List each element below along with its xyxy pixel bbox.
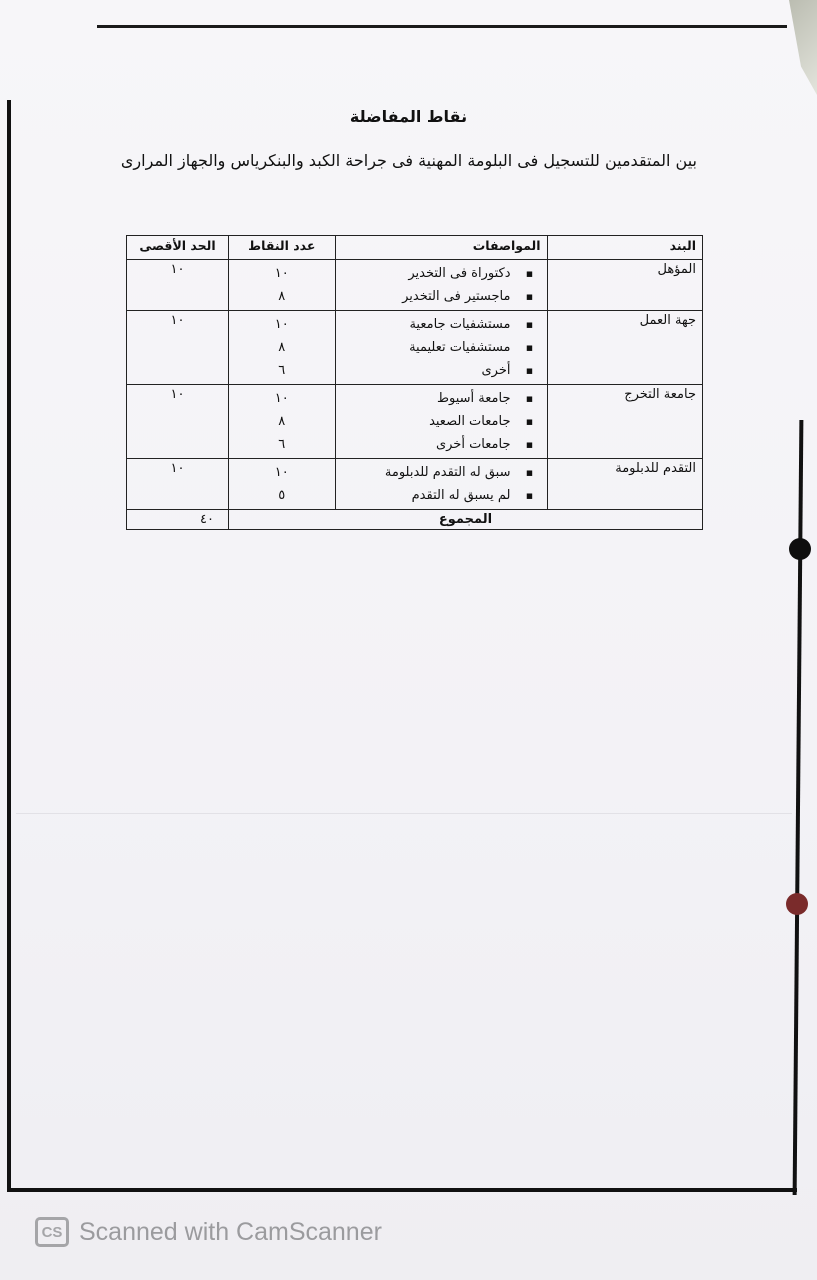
punch-hole-top: [789, 538, 811, 560]
row-item: جهة العمل: [547, 311, 703, 385]
points-value: ١٠: [274, 391, 289, 406]
table-header-row: [127, 236, 703, 260]
watermark-text: Scanned with CamScanner: [79, 1217, 382, 1246]
camscanner-logo-icon: CS: [35, 1217, 69, 1247]
row-max: ١٠: [127, 260, 229, 311]
points-value: ١٠: [274, 266, 289, 281]
page-corner-fold: [777, 0, 817, 95]
points-value: ٨: [278, 289, 286, 304]
spec-item: ▪ مستشفيات جامعية: [342, 313, 541, 336]
top-border-line: [97, 25, 787, 28]
paper-fold-line: [16, 813, 792, 814]
points-value: ١٠: [274, 465, 289, 480]
row-max: ١٠: [127, 385, 229, 459]
row-points: [228, 260, 335, 311]
punch-hole-bottom: [786, 893, 808, 915]
row-points: [228, 385, 335, 459]
spec-item: ▪ جامعة أسيوط: [342, 387, 541, 410]
spec-item: ▪ لم يسبق له التقدم: [342, 484, 541, 507]
header-max: الحد الأقصى: [127, 236, 229, 260]
table-row: [127, 385, 703, 459]
spec-item: ▪ ماجستير فى التخدير: [342, 285, 541, 308]
total-label: المجموع: [228, 510, 702, 530]
left-border-line: [7, 100, 11, 1190]
row-specs: [335, 385, 547, 459]
row-points: [228, 311, 335, 385]
row-points: [228, 459, 335, 510]
bottom-border-line: [7, 1188, 797, 1192]
document-subtitle: بين المتقدمين للتسجيل فى البلومة المهنية فى جراحة الكبد والبنكرياس والجهاز المرارى: [120, 151, 697, 170]
points-value: ١٠: [274, 317, 289, 332]
points-value: ٦: [278, 437, 286, 452]
table-row: [127, 260, 703, 311]
spec-item: ▪ جامعات أخرى: [342, 433, 541, 456]
spec-item: ▪ مستشفيات تعليمية: [342, 336, 541, 359]
total-value: ٤٠: [127, 510, 229, 530]
spec-item: ▪ سبق له التقدم للدبلومة: [342, 461, 541, 484]
spec-item: ▪ جامعات الصعيد: [342, 410, 541, 433]
right-border-line: [793, 420, 804, 1195]
table-row: [127, 311, 703, 385]
spec-item: ▪ أخرى: [342, 359, 541, 382]
points-value: ٥: [278, 488, 286, 503]
header-item: البند: [547, 236, 703, 260]
scanner-watermark: [35, 1217, 382, 1247]
row-max: ١٠: [127, 311, 229, 385]
row-specs: [335, 260, 547, 311]
row-specs: [335, 459, 547, 510]
points-value: ٨: [278, 414, 286, 429]
table-total-row: [127, 510, 703, 530]
row-item: جامعة التخرج: [547, 385, 703, 459]
row-specs: [335, 311, 547, 385]
spec-item: ▪ دكتوراة فى التخدير: [342, 262, 541, 285]
row-item: المؤهل: [547, 260, 703, 311]
row-max: ١٠: [127, 459, 229, 510]
table-row: [127, 459, 703, 510]
header-points: عدد النقاط: [228, 236, 335, 260]
points-value: ٨: [278, 340, 286, 355]
row-item: التقدم للدبلومة: [547, 459, 703, 510]
points-value: ٦: [278, 363, 286, 378]
preference-points-table: [126, 235, 703, 530]
document-title: نقاط المفاضلة: [349, 107, 468, 126]
header-specs: المواصفات: [335, 236, 547, 260]
